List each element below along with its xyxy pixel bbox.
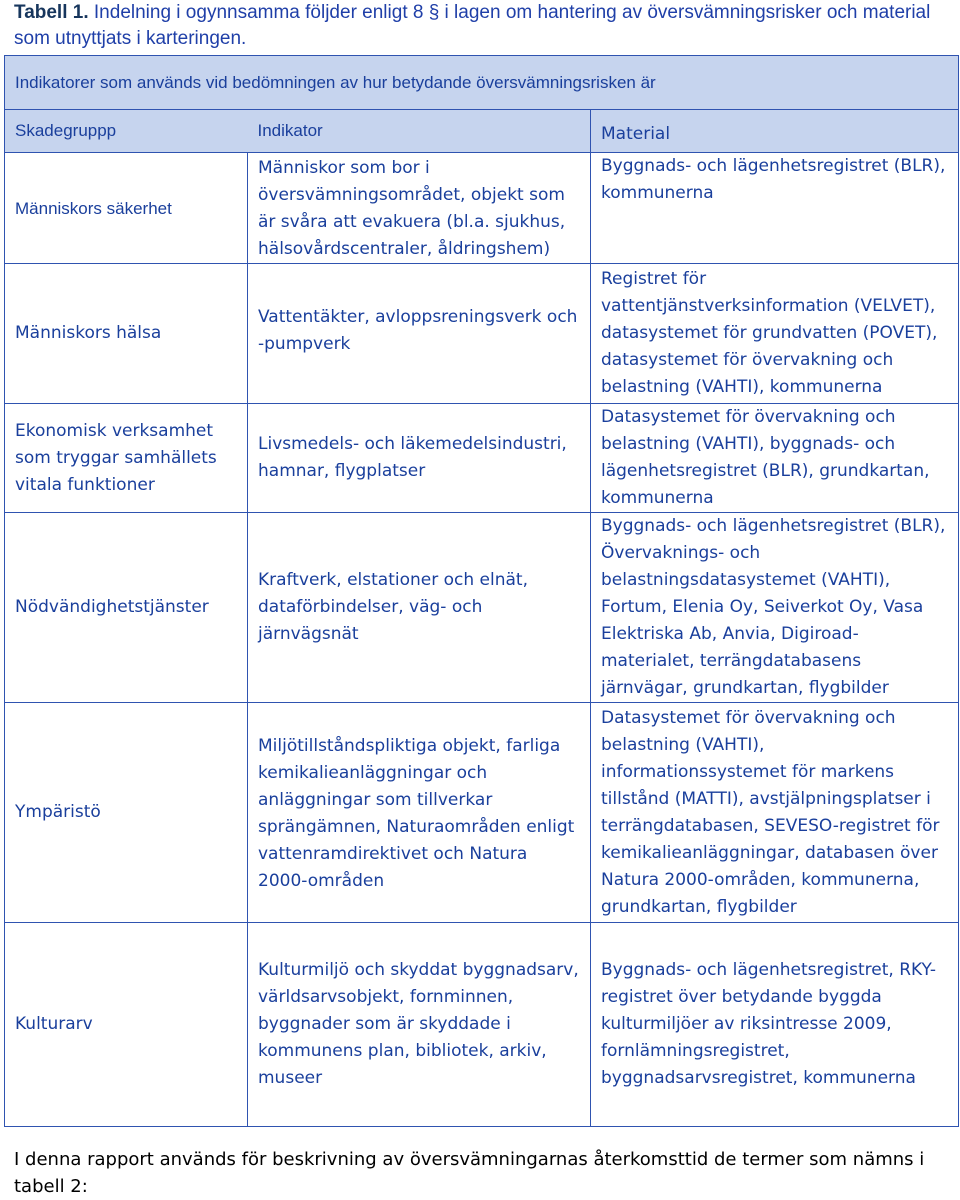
- table-caption: [14, 0, 944, 52]
- table-row: [5, 153, 959, 264]
- table-row: [5, 703, 959, 923]
- header-skadegrupp: Skadegruppp: [5, 110, 248, 153]
- caption-label: Tabell 1.: [14, 2, 89, 23]
- material-cell: Byggnads- och lägenhetsregistret, RKY-registret över betydande byggda kulturmiljöer av riksintresse 2009, fornlämningsregistret, byggnadsarvsregistret, kommunerna: [591, 923, 959, 1127]
- table-row: [5, 513, 959, 703]
- caption-text: Indelning i ogynnsamma följder enligt 8 § i lagen om hantering av översvämningsrisker och material som utnyttjats i karteringen.: [14, 2, 931, 49]
- table-header-row: [5, 110, 959, 153]
- table-title: Indikatorer som används vid bedömningen av hur betydande översvämningsrisken är: [5, 56, 959, 110]
- material-cell: Byggnads- och lägenhetsregistret (BLR), kommunerna: [591, 153, 959, 264]
- group-cell: Människors säkerhet: [5, 153, 248, 264]
- footer-paragraph: I denna rapport används för beskrivning av översvämningarnas återkomsttid de termer som nämns i tabell 2:: [14, 1149, 925, 1197]
- indicator-cell: Vattentäkter, avloppsreningsverk och -pumpverk: [248, 264, 591, 404]
- group-cell: Människors hälsa: [5, 264, 248, 404]
- group-cell: Ekonomisk verksamhet som tryggar samhällets vitala funktioner: [5, 404, 248, 513]
- group-cell: Kulturarv: [5, 923, 248, 1127]
- table-title-row: [5, 56, 959, 110]
- header-indikator: Indikator: [248, 110, 591, 153]
- table-row: [5, 404, 959, 513]
- indicator-cell: Kraftverk, elstationer och elnät, dataförbindelser, väg- och järnvägsnät: [248, 513, 591, 703]
- group-cell: Ympäristö: [5, 703, 248, 923]
- header-material: Material: [591, 110, 959, 153]
- material-cell: Registret för vattentjänstverksinformation (VELVET), datasystemet för grundvatten (POVET), datasystemet för övervakning och belastning (VAHTI), kommunerna: [591, 264, 959, 404]
- group-cell: Nödvändighetstjänster: [5, 513, 248, 703]
- table-row: [5, 264, 959, 404]
- table-row: [5, 923, 959, 1127]
- risk-indicator-table: [4, 55, 959, 1127]
- material-cell: Datasystemet för övervakning och belastning (VAHTI), informationssystemet för markens tillstånd (MATTI), avstjälpningsplatser i terrängdatabasen, SEVESO-registret för kemikalieanläggningar, databasen över Natura 2000-områden, kommunerna, grundkartan, flygbilder: [591, 703, 959, 923]
- indicator-cell: Människor som bor i översvämningsområdet, objekt som är svåra att evakuera (bl.a. sjukhus, hälsovårdscentraler, åldringshem): [248, 153, 591, 264]
- indicator-cell: Miljötillståndspliktiga objekt, farliga kemikalieanläggningar och anläggningar som tillverkar sprängämnen, Naturaområden enligt vattenramdirektivet och Natura 2000-områden: [248, 703, 591, 923]
- material-cell: Byggnads- och lägenhetsregistret (BLR), Övervaknings- och belastningsdatasystemet (VAHTI), Fortum, Elenia Oy, Seiverkot Oy, Vasa Elektriska Ab, Anvia, Digiroad-materialet, terrängdatabasens järnvägar, grundkartan, flygbilder: [591, 513, 959, 703]
- material-cell: Datasystemet för övervakning och belastning (VAHTI), byggnads- och lägenhetsregistret (BLR), grundkartan, kommunerna: [591, 404, 959, 513]
- indicator-cell: Livsmedels- och läkemedelsindustri, hamnar, flygplatser: [248, 404, 591, 513]
- indicator-cell: Kulturmiljö och skyddat byggnadsarv, världsarvsobjekt, fornminnen, byggnader som är skyddade i kommunens plan, bibliotek, arkiv, museer: [248, 923, 591, 1127]
